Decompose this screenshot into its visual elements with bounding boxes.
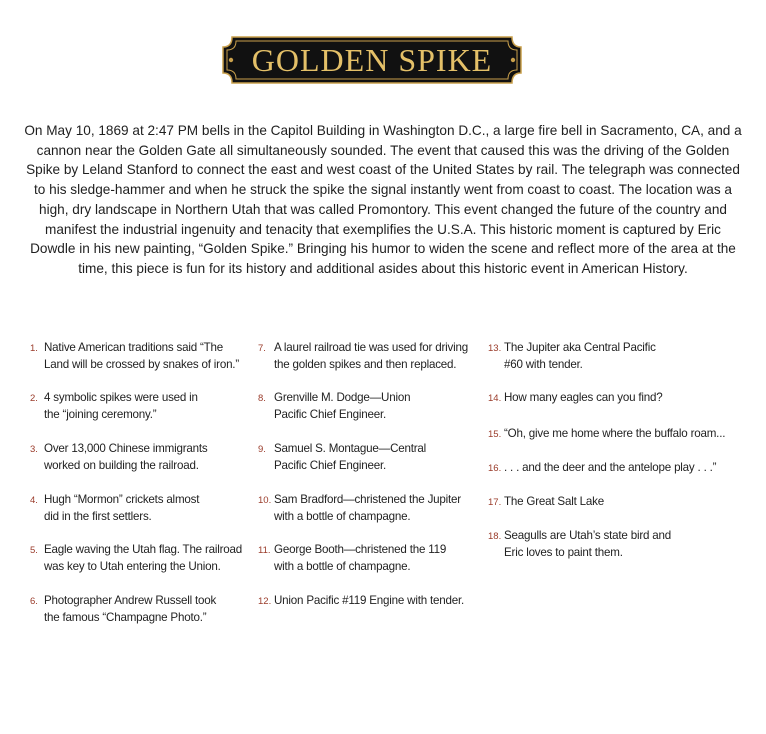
- page-title: GOLDEN SPIKE: [251, 42, 493, 78]
- title-banner: [222, 36, 522, 84]
- list-item: [488, 340, 656, 373]
- item-line: Photographer Andrew Russell took: [44, 594, 217, 607]
- list-item: [30, 593, 216, 626]
- item-line: Samuel S. Montague—Central: [274, 442, 427, 455]
- item-line: the “joining ceremony.”: [44, 407, 157, 421]
- item-number: 3.: [30, 444, 38, 455]
- list-item: [30, 340, 239, 373]
- item-line: Sam Bradford—christened the Jupiter: [274, 493, 461, 506]
- item-line: Land will be crossed by snakes of iron.”: [44, 357, 239, 371]
- item-number: 17.: [488, 497, 502, 508]
- item-line: George Booth—christened the 119: [274, 543, 447, 556]
- list-item: [488, 528, 671, 561]
- item-number: 11.: [258, 545, 271, 556]
- item-number: 4.: [30, 495, 38, 506]
- list-item: [258, 390, 410, 423]
- item-line: Eric loves to paint them.: [504, 545, 623, 559]
- item-number: 7.: [258, 343, 266, 354]
- item-line: 4 symbolic spikes were used in: [44, 391, 198, 404]
- list-item: [258, 492, 461, 525]
- item-number: 14.: [488, 393, 502, 404]
- item-number: 2.: [30, 393, 38, 404]
- list-item: [258, 593, 464, 610]
- item-number: 6.: [30, 596, 38, 607]
- item-line: Native American traditions said “The: [44, 341, 224, 354]
- item-number: 15.: [488, 429, 502, 440]
- item-line: Eagle waving the Utah flag. The railroad: [44, 543, 243, 556]
- item-line: . . . and the deer and the antelope play . . .”: [504, 461, 717, 474]
- item-line: Pacific Chief Engineer.: [274, 458, 387, 472]
- item-line: Seagulls are Utah’s state bird and: [504, 529, 671, 542]
- item-line: Union Pacific #119 Engine with tender.: [274, 594, 465, 607]
- item-number: 1.: [30, 343, 38, 354]
- item-line: The Jupiter aka Central Pacific: [504, 341, 656, 354]
- item-line: The Great Salt Lake: [504, 495, 604, 508]
- item-number: 12.: [258, 596, 272, 607]
- item-line: Grenville M. Dodge—Union: [274, 391, 411, 404]
- item-line: with a bottle of champagne.: [274, 559, 411, 573]
- list-item: [30, 492, 199, 525]
- item-number: 8.: [258, 393, 266, 404]
- intro-paragraph: On May 10, 1869 at 2:47 PM bells in the Capitol Building in Washington D.C., a large fire bell in Sacramento, CA, and a cannon near the Golden Gate all simultaneously sounded. The event that caused this was the driving of the Golden Spike by Leland Stanford to connect the east and west coast of the United States by rail. The telegraph was connected to his sledge-hammer and when he struck the spike the signal instantly went from coast to coast. The location was a high, dry landscape in Northern Utah that was called Promontory. This event changed the future of the country and manifest the industrial ingenuity and tenacity that exemplifies the U.S.A. This historic moment is captured by Eric Dowdle in his new painting, “Golden Spike.” Bringing his humor to widen the scene and reflect more of the area at the time, this piece is fun for its history and additional asides about this historic event in American History.: [24, 123, 742, 276]
- item-number: 16.: [488, 463, 502, 474]
- item-line: the golden spikes and then replaced.: [274, 357, 457, 371]
- item-number: 10.: [258, 495, 272, 506]
- item-line: Pacific Chief Engineer.: [274, 407, 387, 421]
- item-line: Over 13,000 Chinese immigrants: [44, 442, 208, 455]
- list-item: [488, 426, 725, 443]
- list-item: [258, 542, 446, 575]
- item-number: 18.: [488, 531, 502, 542]
- item-number: 13.: [488, 343, 502, 354]
- item-line: the famous “Champagne Photo.”: [44, 610, 207, 624]
- item-line: was key to Utah entering the Union.: [44, 559, 221, 573]
- list-item: [258, 340, 468, 373]
- list-item: [488, 494, 604, 511]
- item-number: 9.: [258, 444, 266, 455]
- list-item: [30, 542, 242, 575]
- item-line: How many eagles can you find?: [504, 391, 663, 404]
- item-line: did in the first settlers.: [44, 509, 152, 523]
- item-line: Hugh “Mormon” crickets almost: [44, 493, 200, 506]
- list-item: [30, 441, 207, 474]
- item-line: with a bottle of champagne.: [274, 509, 411, 523]
- item-number: 5.: [30, 545, 38, 556]
- list-item: [258, 441, 426, 474]
- item-line: worked on building the railroad.: [44, 458, 199, 472]
- item-line: “Oh, give me home where the buffalo roam...: [504, 427, 726, 440]
- list-item: [488, 390, 663, 407]
- item-line: #60 with tender.: [504, 357, 583, 371]
- item-line: A laurel railroad tie was used for driving: [274, 341, 468, 354]
- list-item: [488, 460, 716, 477]
- list-item: [30, 390, 198, 423]
